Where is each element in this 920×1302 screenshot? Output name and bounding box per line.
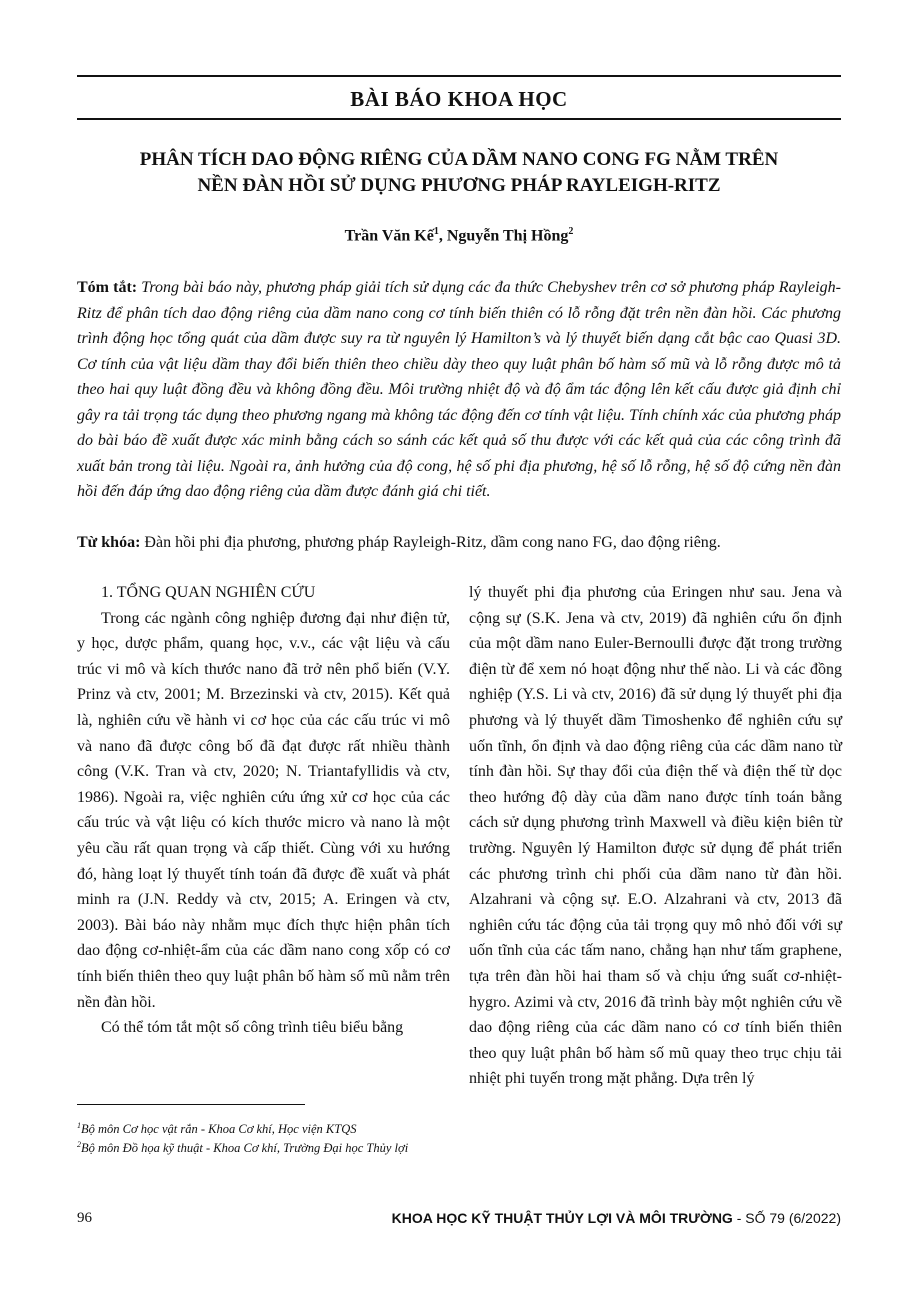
section-label: BÀI BÁO KHOA HỌC [350, 87, 568, 111]
paragraph: Có thể tóm tắt một số công trình tiêu biểu bằng [101, 1019, 404, 1037]
section-heading: 1. TỔNG QUAN NGHIÊN CỨU [101, 584, 316, 601]
footnote-1-text: Bộ môn Cơ học vật rắn - Khoa Cơ khí, Học viện KTQS [81, 1122, 357, 1137]
journal-name: KHOA HỌC KỸ THUẬT THỦY LỢI VÀ MÔI TRƯỜNG [391, 1210, 733, 1226]
journal-issue: - SỐ 79 (6/2022) [732, 1210, 841, 1226]
title-line-1: PHÂN TÍCH DAO ĐỘNG RIÊNG CỦA DẦM NANO CONG FG NẰM TRÊN [139, 149, 779, 170]
author-2-affiliation: 2 [568, 226, 574, 237]
abstract-label: Tóm tắt: [77, 279, 138, 296]
author-list [77, 226, 841, 245]
article-title [77, 147, 841, 199]
title-line-2: NỀN ĐÀN HỒI SỬ DỤNG PHƯƠNG PHÁP RAYLEIGH-RITZ [197, 175, 721, 196]
author-1: Trần Văn Kế [344, 227, 434, 245]
footnotes [77, 1118, 450, 1156]
abstract-text: Trong bài báo này, phương pháp giải tích sử dụng các đa thức Chebyshev trên cơ sở phương pháp Rayleigh-Ritz để phân tích dao động riêng của dầm nano cong cơ tính biến thiên có lỗ rỗng đặt trên nền đàn hồi. Các phương trình động học tổng quát của dầm được suy ra từ nguyên lý Hamilton’s và lý thuyết biến dạng cắt bậc cao Quasi 3D. Cơ tính của vật liệu dầm thay đổi biến thiên theo chiều dày theo quy luật phân bố hàm số mũ và lỗ rỗng được mô tả theo hai quy luật đồng đều và không đồng đều. Môi trường nhiệt độ và độ ẩm tác động lên kết cấu được giả định chỉ gây ra tải trọng tác dụng theo phương ngang mà không tác động đến cơ tính vật liệu. Tính chính xác của phương pháp do bài báo đề xuất được xác minh bằng cách so sánh các kết quả số thu được với các kết quả của các công trình đã xuất bản trong tài liệu. Ngoài ra, ảnh hưởng của độ cong, hệ số phi địa phương, hệ số lỗ rỗng, hệ số độ cứng nền đàn hồi đến đáp ứng dao động riêng của dầm được đánh giá chi tiết. [77, 279, 842, 500]
keywords-label: Từ khóa: [77, 534, 141, 551]
author-2: Nguyễn Thị Hồng [446, 227, 569, 245]
footnote-1 [77, 1118, 450, 1137]
header-bottom-rule [77, 118, 841, 120]
footnote-2-text: Bộ môn Đồ họa kỹ thuật - Khoa Cơ khí, Trường Đại học Thủy lợi [81, 1141, 409, 1156]
right-column [469, 580, 842, 1092]
abstract [77, 275, 841, 505]
page-number: 96 [77, 1210, 92, 1226]
footnote-1-marker: 1 [77, 1121, 81, 1130]
footnote-2 [77, 1137, 450, 1156]
keywords [77, 532, 841, 554]
footnote-2-marker: 2 [77, 1140, 81, 1150]
header-top-rule [77, 75, 841, 77]
footnote-divider [77, 1104, 305, 1105]
keywords-text: Đàn hồi phi địa phương, phương pháp Rayleigh-Ritz, dầm cong nano FG, dao động riêng. [144, 534, 721, 551]
paragraph: Trong các ngành công nghiệp đương đại như điện tử, y học, dược phẩm, quang học, v.v., các vật liệu và cấu trúc vi mô và kích thước nano đã trở nên phổ biến (V.Y. Prinz và ctv, 2001; M. Brzezinski và ctv, 2015). Kết quả là, nghiên cứu về hành vi cơ học của các cấu trúc vi mô và nano đã được công bố đã đạt được rất nhiều thành công (V.K. Tran và ctv, 2020; N. Triantafyllidis và ctv, 1986). Ngoài ra, việc nghiên cứu ứng xử cơ học của các cấu trúc và vật liệu có kích thước micro và nano là một yêu cầu rất quan trọng và cấp thiết. Cùng với xu hướng đó, hàng loạt lý thuyết tính toán đã được đề xuất và phát minh ra (J.N. Reddy và ctv, 2015; A. Eringen và ctv, 2003). Bài báo này nhằm mục đích thực hiện phân tích dao động cơ-nhiệt-ẩm của các dầm nano cong xốp có cơ tính biến thiên theo quy luật phân bố hàm số mũ nằm trên nền đàn hồi. [77, 609, 450, 1011]
left-column [77, 580, 450, 1041]
author-separator: , [438, 227, 447, 245]
journal-footer [392, 1210, 841, 1226]
author-1-affiliation: 1 [433, 226, 439, 237]
paragraph: lý thuyết phi địa phương của Eringen như sau. Jena và cộng sự (S.K. Jena và ctv, 2019) đã nghiên cứu ổn định của một dầm nano Euler-Bernoulli được đặt trong trường điện từ để xem nó hoạt động như thế nào. Li và các đồng nghiệp (Y.S. Li và ctv, 2016) đã sử dụng lý thuyết phi địa phương và lý thuyết dầm Timoshenko để nghiên cứu sự uốn tĩnh, ổn định và dao động riêng của các dầm nano từ tính đàn hồi. Sự thay đổi của điện thế và điện thế từ dọc theo hướng độ dày của dầm nano được tính toán bằng cách sử dụng phương trình Maxwell và điều kiện biên từ trường. Nguyên lý Hamilton được sử dụng để phát triển các phương trình chi phối của dầm nano từ đàn hồi. Alzahrani và cộng sự. E.O. Alzahrani và ctv, 2013 đã nghiên cứu tác động của tải trọng quy mô nhỏ đối với sự uốn tĩnh của các tấm nano, chẳng hạn như tấm graphene, tựa trên đàn hồi hai tham số và chịu ứng suất cơ-nhiệt-hygro. Azimi và ctv, 2016 đã trình bày một nghiên cứu về dao động riêng của các dầm nano có cơ tính biến thiên theo quy luật phân bố hàm số mũ quay theo trục chịu tải nhiệt phi tuyến trong mặt phẳng. Dựa trên lý [469, 584, 842, 1088]
